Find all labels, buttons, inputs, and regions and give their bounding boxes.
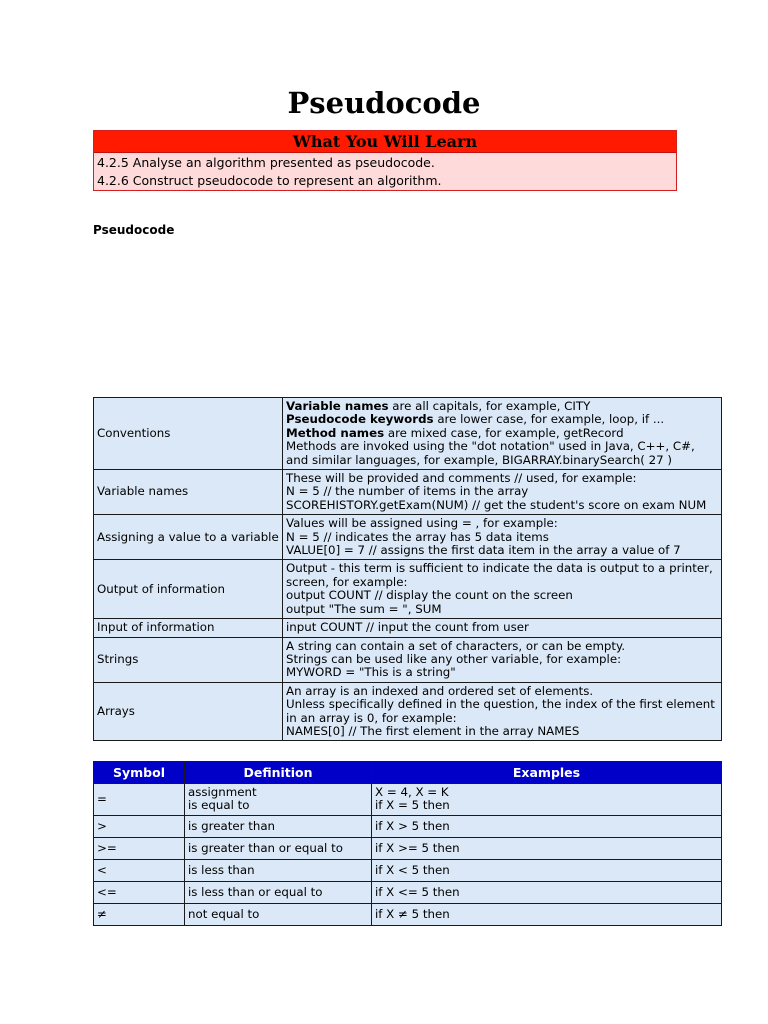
convention-description bbox=[283, 682, 722, 741]
example-cell bbox=[372, 903, 722, 925]
convention-line bbox=[286, 653, 718, 666]
definition-line: not equal to bbox=[188, 906, 260, 921]
definition-line: is less than bbox=[188, 862, 255, 877]
convention-text: Values will be assigned using = , for example: bbox=[286, 516, 558, 531]
convention-line bbox=[286, 603, 718, 616]
learn-item: 4.2.5 Analyse an algorithm presented as pseudocode. bbox=[97, 155, 435, 170]
convention-text: N = 5 // indicates the array has 5 data items bbox=[286, 529, 549, 544]
example-line: if X <= 5 then bbox=[375, 884, 460, 899]
symbol-row bbox=[94, 881, 722, 903]
example-cell bbox=[372, 815, 722, 837]
convention-text: are lower case, for example, loop, if ... bbox=[433, 412, 665, 427]
convention-description bbox=[283, 560, 722, 619]
example-line: if X > 5 then bbox=[375, 818, 450, 833]
definition-line: assignment bbox=[188, 785, 257, 799]
convention-label: Arrays bbox=[94, 682, 283, 741]
definition-cell bbox=[185, 784, 372, 816]
convention-text: NAMES[0] // The first element in the array NAMES bbox=[286, 723, 580, 738]
symbol-cell: >= bbox=[94, 837, 185, 859]
convention-line bbox=[286, 472, 718, 485]
page-title: Pseudocode bbox=[287, 86, 481, 120]
section-heading: Pseudocode bbox=[93, 223, 175, 237]
convention-text: output COUNT // display the count on the screen bbox=[286, 588, 573, 603]
symbol-cell: ≠ bbox=[94, 903, 185, 925]
definition-cell bbox=[185, 859, 372, 881]
convention-description bbox=[283, 470, 722, 515]
definition-cell bbox=[185, 815, 372, 837]
convention-line bbox=[286, 640, 718, 653]
convention-text: N = 5 // the number of items in the array bbox=[286, 484, 529, 499]
symbols-table bbox=[93, 761, 722, 926]
convention-text: An array is an indexed and ordered set of elements. bbox=[286, 683, 594, 698]
symbol-row bbox=[94, 784, 722, 816]
convention-text: Unless specifically defined in the question, the index of the first element in an array is 0, for example: bbox=[286, 697, 719, 725]
convention-term: Variable names bbox=[286, 399, 389, 413]
learn-box bbox=[93, 130, 677, 191]
convention-text: output "The sum = ", SUM bbox=[286, 601, 442, 616]
convention-text: Methods are invoked using the "dot notation" used in Java, C++, C#, and similar languages, for example, BIGARRAY.binarySearch( 27 ) bbox=[286, 439, 699, 467]
definition-cell bbox=[185, 837, 372, 859]
example-cell bbox=[372, 784, 722, 816]
learn-heading: What You Will Learn bbox=[94, 131, 676, 153]
convention-line bbox=[286, 666, 718, 679]
convention-text: are mixed case, for example, getRecord bbox=[384, 425, 624, 440]
definition-line: is greater than bbox=[188, 818, 276, 833]
example-line: if X >= 5 then bbox=[375, 840, 460, 855]
convention-label: Strings bbox=[94, 637, 283, 682]
symbol-cell: <= bbox=[94, 881, 185, 903]
convention-label: Conventions bbox=[94, 398, 283, 470]
symbols-header-examples: Examples bbox=[372, 762, 722, 784]
definition-line: is greater than or equal to bbox=[188, 840, 343, 855]
convention-description bbox=[283, 619, 722, 637]
convention-text: Output - this term is sufficient to indicate the data is output to a printer, screen, for example: bbox=[286, 561, 717, 589]
convention-line bbox=[286, 499, 718, 512]
convention-text: VALUE[0] = 7 // assigns the first data item in the array a value of 7 bbox=[286, 543, 681, 558]
convention-term: Method names bbox=[286, 425, 385, 440]
convention-text: are all capitals, for example, CITY bbox=[388, 399, 591, 413]
example-line: if X = 5 then bbox=[375, 798, 450, 813]
convention-text: These will be provided and comments // used, for example: bbox=[286, 471, 637, 486]
definition-cell bbox=[185, 881, 372, 903]
definition-line: is less than or equal to bbox=[188, 884, 323, 899]
convention-row bbox=[94, 470, 722, 515]
convention-row bbox=[94, 637, 722, 682]
definition-cell bbox=[185, 903, 372, 925]
example-cell bbox=[372, 881, 722, 903]
convention-row bbox=[94, 398, 722, 470]
symbol-cell: = bbox=[94, 784, 185, 816]
convention-description bbox=[283, 515, 722, 560]
example-line: if X ≠ 5 then bbox=[375, 906, 450, 921]
symbol-row bbox=[94, 859, 722, 881]
convention-row bbox=[94, 515, 722, 560]
learn-items bbox=[94, 153, 676, 190]
convention-line bbox=[286, 427, 718, 440]
convention-label: Input of information bbox=[94, 619, 283, 637]
symbol-row bbox=[94, 815, 722, 837]
definition-line: is equal to bbox=[188, 798, 250, 813]
convention-label: Assigning a value to a variable bbox=[94, 515, 283, 560]
convention-text: SCOREHISTORY.getExam(NUM) // get the student's score on exam NUM bbox=[286, 497, 707, 512]
example-cell bbox=[372, 859, 722, 881]
symbol-cell: > bbox=[94, 815, 185, 837]
convention-label: Variable names bbox=[94, 470, 283, 515]
convention-description bbox=[283, 637, 722, 682]
symbols-header-definition: Definition bbox=[185, 762, 372, 784]
convention-label: Output of information bbox=[94, 560, 283, 619]
convention-text: input COUNT // input the count from user bbox=[286, 620, 529, 635]
convention-line bbox=[286, 485, 718, 498]
conventions-table bbox=[93, 397, 722, 741]
convention-line bbox=[286, 621, 718, 634]
convention-line bbox=[286, 531, 718, 544]
example-line: if X < 5 then bbox=[375, 862, 450, 877]
convention-text: Strings can be used like any other variable, for example: bbox=[286, 651, 622, 666]
convention-line bbox=[286, 698, 718, 725]
convention-line bbox=[286, 413, 718, 426]
convention-row bbox=[94, 619, 722, 637]
convention-row bbox=[94, 560, 722, 619]
convention-term: Pseudocode keywords bbox=[286, 412, 434, 427]
symbol-row bbox=[94, 837, 722, 859]
convention-row bbox=[94, 682, 722, 741]
convention-text: A string can contain a set of characters, or can be empty. bbox=[286, 638, 626, 653]
symbol-row bbox=[94, 903, 722, 925]
convention-line bbox=[286, 725, 718, 738]
convention-line bbox=[286, 685, 718, 698]
example-cell bbox=[372, 837, 722, 859]
convention-line bbox=[286, 440, 718, 467]
convention-line bbox=[286, 517, 718, 530]
convention-text: MYWORD = "This is a string" bbox=[286, 665, 456, 680]
convention-line bbox=[286, 544, 718, 557]
example-line: X = 4, X = K bbox=[375, 785, 449, 799]
symbols-header-symbol: Symbol bbox=[94, 762, 185, 784]
convention-line bbox=[286, 562, 718, 589]
convention-line bbox=[286, 400, 718, 413]
symbol-cell: < bbox=[94, 859, 185, 881]
convention-line bbox=[286, 589, 718, 602]
convention-description bbox=[283, 398, 722, 470]
learn-item: 4.2.6 Construct pseudocode to represent an algorithm. bbox=[97, 172, 442, 188]
